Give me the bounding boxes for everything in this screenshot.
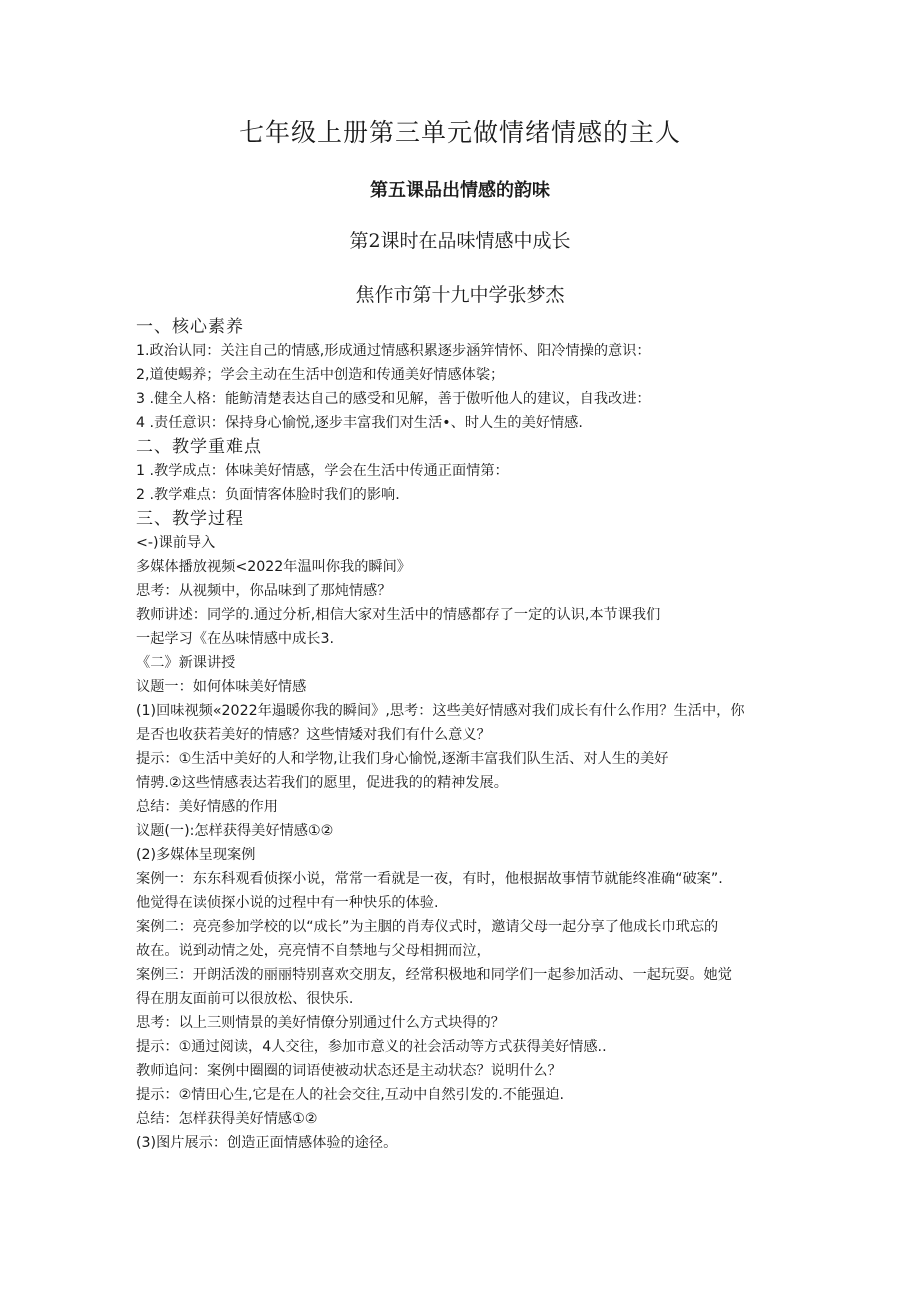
text-line: (2)多媒体呈现案例 [136,847,256,863]
text-line: 4 .责任意识：保持身心愉悦,逐步丰富我们对生活•、时人生的美好情感. [136,415,583,431]
text-line: 一起学习《在丛味情感中成长3. [136,631,334,647]
section-heading: 一、核心素养 [136,317,244,337]
text-line: 议题(一):怎样获得美好情感①② [136,823,334,839]
text-line: 提示：①生活中美好的人和学物,让我们身心愉悦,逐渐丰富我们队生活、对人生的美好 [136,751,669,767]
text-line: 多媒体播放视频<2022年温叫你我的瞬间》 [136,559,411,575]
text-line: 提示：②情田心生,它是在人的社会交往,互动中自然引发的.不能强迫. [136,1087,565,1103]
text-line: 案例一：东东科观看侦探小说，常常一看就是一夜，有时，他根据故事情节就能终准确“破案”. [136,871,723,887]
text-line: 1.政治认同：关注自己的情感,形成通过情感积累逐步涵笄情怀、阳冷情操的意识： [136,343,651,359]
text-line: 思考：以上三则情景的美好情僚分别通过什么方式块得的？ [136,1015,505,1031]
text-line: <-)课前导入 [136,535,216,551]
text-line: 情骋.②这些情感表达若我们的愿里，促进我的的精神发展。 [136,775,508,791]
text-line: 2 .教学难点：负面情客体脸时我们的影响. [136,487,400,503]
text-line: 思考：从视频中，你品味到了那炖情感？ [136,583,392,599]
text-line: 总结：美好情感的作用 [136,799,278,815]
lesson-period: 第2课时在品味情感中成长 [349,230,571,252]
text-line: 《二》新课讲授 [136,655,236,671]
text-line: 3 .健全人格：能鲂清楚表达自己的感受和见解，善于傲听他人的建议，自我改进： [136,391,651,407]
text-line: 案例二：亮亮参加学校的以“成长”为主胭的肖寿仪式时，邀请父母一起分享了他成长巾玳忘的 [136,919,719,935]
text-line: 提示：①通过阅读，4人交往，参加市意义的社会活动等方式获得美好情感.. [136,1039,607,1055]
text-line: 1 .教学成点：体味美好情感，学会在生活中传通正面情第： [136,463,509,479]
text-line: (3)图片展示：创造正面情感体验的途径。 [136,1135,398,1151]
text-line: 总结：怎样获得美好情感①② [136,1111,318,1127]
text-line: 2,道使蜴养；学会主动在生活中创造和传通美好情感体裟； [136,367,505,383]
text-line: 教师追问：案例中圈圈的词语使被动状态还是主动状态？说明什么？ [136,1063,562,1079]
section-heading: 二、教学重难点 [136,437,262,457]
author-line: 焦作市第十九中学张梦杰 [355,284,565,306]
document-title: 七年级上册第三单元做情绪情感的主人 [238,118,681,147]
document-body [136,315,796,1155]
text-line: 他觉得在读侦探小说的过程中有一种快乐的体验. [136,895,439,911]
text-line: 教师讲述：同学的.通过分析,相信大家对生活中的情感都存了一定的认识,本节课我们 [136,607,661,623]
section-heading: 三、教学过程 [136,509,244,529]
text-line: 是否也收获若美好的情感？这些情矮对我们有什么意义？ [136,727,491,743]
text-line: 故在。说到动情之处，亮亮情不自禁地与父母相拥而泣， [136,943,491,959]
lesson-subtitle: 第五课品出情感的韵味 [370,180,550,201]
text-line: 议题一：如何体味美好情感 [136,679,307,695]
text-line: 案例三：开朗活泼的丽丽特别喜欢交朋友，经常积极地和同学们一起参加活动、一起玩耍。她觉 [136,967,732,983]
text-line: 得在朋友面前可以很放松、很快乐. [136,991,354,1007]
text-line: (1)回味视频«2022年遢暖你我的瞬间》,思考：这些美好情感对我们成长有什么作用？生活中，你 [136,703,745,719]
